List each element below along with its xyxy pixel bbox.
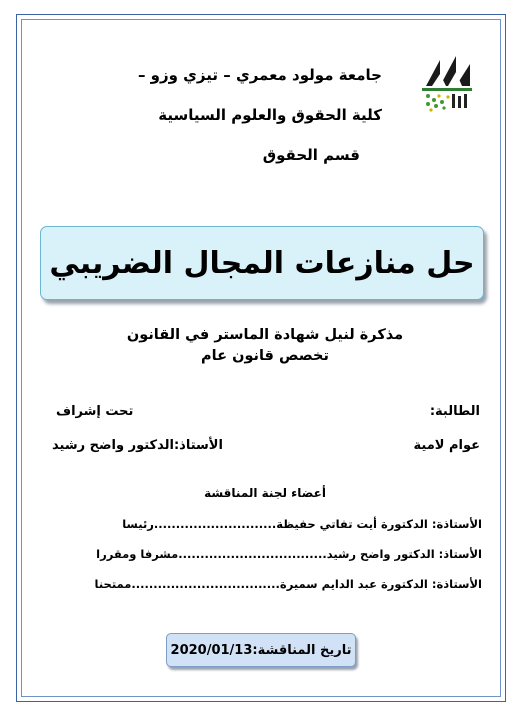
member-role: مشرفا ومقررا bbox=[96, 547, 179, 561]
defense-date-box bbox=[166, 633, 356, 667]
defense-date-label: تاريخ المناقشة: bbox=[252, 642, 352, 658]
subtitle-specialty: تخصص قانون عام bbox=[201, 348, 329, 364]
committee-member-3 bbox=[56, 577, 482, 591]
member-name: الأستاذ: الدكتور واضح رشيد bbox=[326, 547, 482, 561]
supervisor-label: تحت إشراف bbox=[56, 404, 134, 419]
thesis-title: حل منازعات المجال الضريبي bbox=[49, 245, 475, 281]
committee-member-2 bbox=[56, 547, 482, 561]
university-name: جامعة مولود معمري – تيزي وزو – bbox=[137, 66, 382, 84]
subtitle-degree: مذكرة لنيل شهادة الماستر في القانون bbox=[126, 327, 404, 343]
member-role: رئيسا bbox=[122, 517, 154, 531]
member-name: الأستاذة: الدكتورة أيت تفاتي حفيظة bbox=[276, 517, 482, 531]
faculty-name: كلية الحقوق والعلوم السياسية bbox=[158, 106, 382, 124]
member-name: الأستاذة: الدكتورة عبد الدايم سميرة bbox=[279, 577, 482, 591]
member-role: ممتحنا bbox=[94, 577, 132, 591]
university-logo bbox=[418, 50, 476, 112]
department-name: قسم الحقوق bbox=[262, 146, 360, 164]
committee-heading: أعضاء لجنة المناقشة bbox=[204, 486, 326, 500]
student-label: الطالبة: bbox=[429, 404, 480, 419]
supervisor-name: الأستاذ:الدكتور واضح رشيد bbox=[52, 438, 223, 453]
title-box bbox=[40, 226, 484, 300]
student-name: عوام لامية bbox=[413, 438, 480, 453]
committee-member-1 bbox=[56, 517, 482, 531]
dot-leader: .................................. bbox=[178, 547, 327, 561]
dot-leader: .................................. bbox=[131, 577, 280, 591]
defense-date-value: 2020/01/13 bbox=[170, 642, 253, 658]
dot-leader: ............................ bbox=[153, 517, 277, 531]
